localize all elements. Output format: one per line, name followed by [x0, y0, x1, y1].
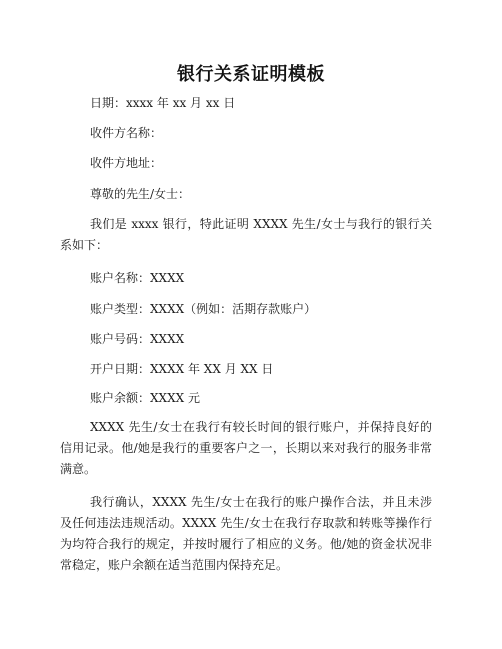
- recipient-address-line: 收件方地址：: [90, 156, 163, 170]
- document-title: 银行关系证明模板: [177, 64, 325, 85]
- date-line: 日期：xxxx 年 xx 月 xx 日: [90, 96, 236, 110]
- account-number-line: 账户号码：XXXX: [90, 332, 185, 346]
- recipient-name-line: 收件方名称：: [90, 126, 163, 140]
- account-type-line: 账户类型：XXXX（例如：活期存款账户）: [90, 302, 317, 316]
- intro-paragraph: 我们是 xxxx 银行，特此证明 XXXX 先生/女士与我行的银行关系如下：: [60, 217, 432, 252]
- salutation-line: 尊敬的先生/女士：: [90, 187, 191, 201]
- compliance-paragraph: 我行确认，XXXX 先生/女士在我行的账户操作合法，并且未涉及任何违法违规活动。XXXX 先生/女士在我行存取款和转账等操作行为均符合我行的规定，并按时履行了相应的义务。他/她的资金状况非常稳定，账户余额在适当范围内保持充足。: [60, 495, 432, 572]
- credit-paragraph: XXXX 先生/女士在我行有较长时间的银行账户，并保持良好的信用记录。他/她是我行的重要客户之一，长期以来对我行的服务非常满意。: [60, 420, 432, 476]
- account-name-line: 账户名称：XXXX: [90, 271, 185, 285]
- balance-line: 账户余额：XXXX 元: [90, 391, 200, 405]
- open-date-line: 开户日期：XXXX 年 XX 月 XX 日: [90, 362, 274, 376]
